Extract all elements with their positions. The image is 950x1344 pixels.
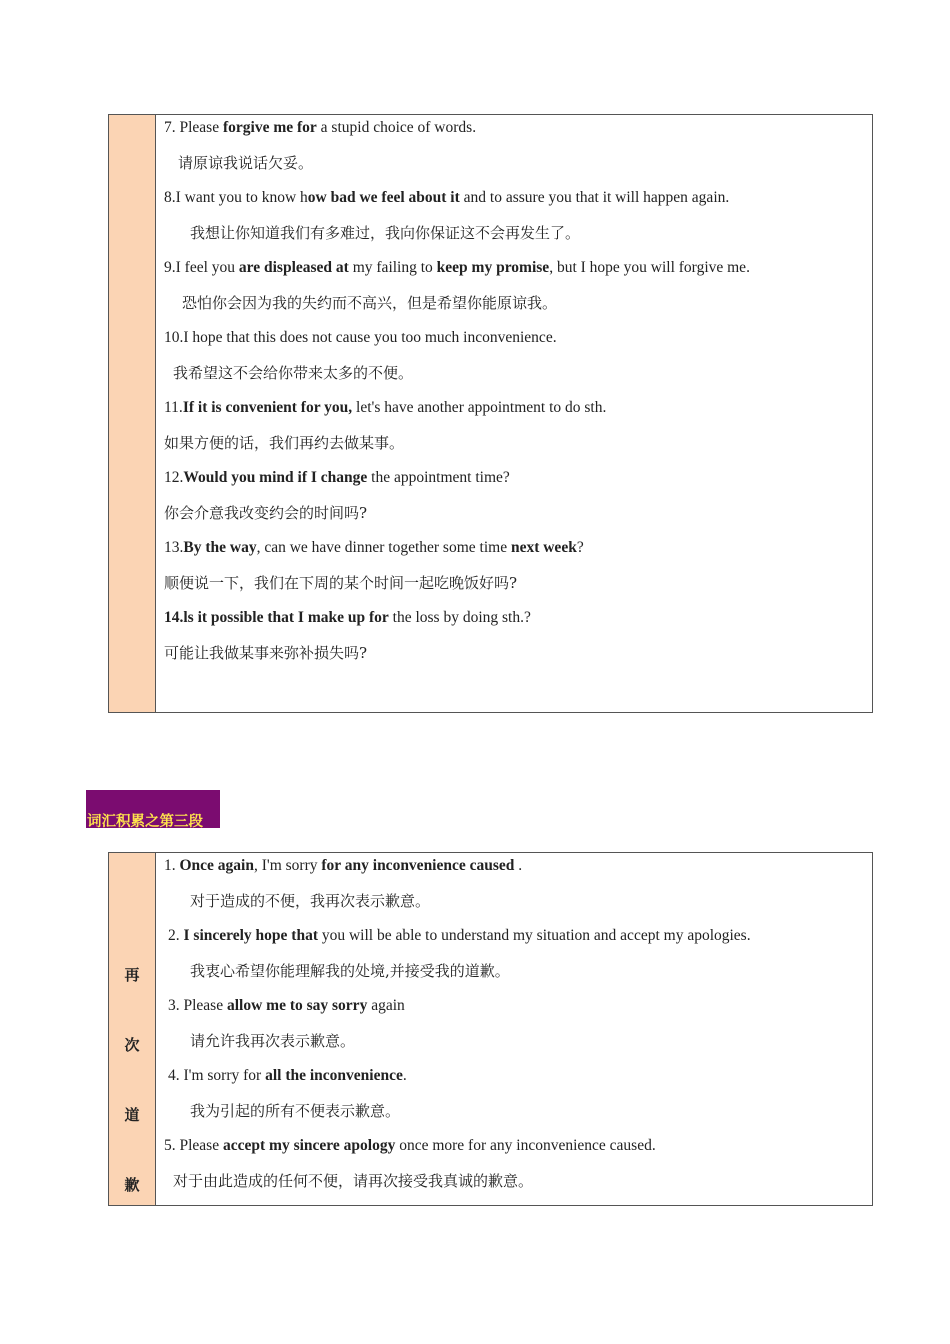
side-label-char: 道 <box>124 1106 140 1124</box>
english-sentence <box>164 539 584 557</box>
english-sentence <box>164 1137 656 1155</box>
side-label-char: 再 <box>124 966 140 984</box>
chinese-translation: 恐怕你会因为我的失约而不高兴，但是希望你能原谅我。 <box>182 294 558 312</box>
english-sentence <box>168 997 405 1015</box>
chinese-translation: 对于造成的不便，我再次表示歉意。 <box>190 892 431 910</box>
key-phrase: If it is convenient for you, <box>182 399 353 416</box>
text-segment: again <box>367 997 405 1014</box>
key-phrase: accept my sincere apology <box>222 1137 396 1154</box>
english-sentence <box>164 609 531 627</box>
table-content-cell <box>156 115 872 712</box>
key-phrase: for any inconvenience caused <box>321 857 515 874</box>
text-segment: 5. Please <box>164 1137 223 1154</box>
chinese-translation: 你会介意我改变约会的时间吗? <box>164 504 368 522</box>
key-phrase: next week <box>510 539 577 556</box>
text-segment: 10.I hope that this does not cause you too much inconvenience. <box>164 329 557 346</box>
table-side-column <box>109 115 156 712</box>
chinese-translation: 顺便说一下，我们在下周的某个时间一起吃晚饭好吗? <box>164 574 518 592</box>
text-segment: 9.I feel you <box>164 259 239 276</box>
english-sentence <box>168 1067 407 1085</box>
text-segment: a stupid choice of words. <box>316 119 477 136</box>
section-title: 词汇积累之第三段 <box>86 790 220 828</box>
chinese-translation: 对于由此造成的任何不便，请再次接受我真诚的歉意。 <box>173 1172 534 1190</box>
text-segment: ? <box>576 539 584 556</box>
text-segment: 11. <box>164 399 183 416</box>
text-segment: 4. I'm sorry for <box>168 1067 266 1084</box>
text-segment: , can we have dinner together some time <box>256 539 511 556</box>
english-sentence <box>164 857 522 875</box>
text-segment: 13. <box>164 539 184 556</box>
text-segment: my failing to <box>348 259 437 276</box>
key-phrase: 14.ls it possible that I make up for <box>164 609 389 626</box>
english-sentence <box>164 399 606 417</box>
table-side-column <box>109 853 156 1205</box>
chinese-translation: 可能让我做某事来弥补损失吗? <box>164 644 368 662</box>
phrase-table-2 <box>108 852 873 1206</box>
key-phrase: keep my promise <box>436 259 550 276</box>
key-phrase: all the inconvenience <box>265 1067 403 1084</box>
english-sentence <box>164 119 476 137</box>
key-phrase: allow me to say sorry <box>226 997 368 1014</box>
text-segment: once more for any inconvenience caused. <box>395 1137 656 1154</box>
chinese-translation: 我希望这不会给你带来太多的不便。 <box>173 364 414 382</box>
text-segment: 7. Please <box>164 119 223 136</box>
chinese-translation: 我为引起的所有不便表示歉意。 <box>190 1102 401 1120</box>
text-segment: 1. <box>164 857 180 874</box>
text-segment: . <box>514 857 523 874</box>
key-phrase: forgive me for <box>222 119 317 136</box>
key-phrase: Once again <box>179 857 254 874</box>
text-segment: you will be able to understand my situation and accept my apologies. <box>317 927 751 944</box>
text-segment: , but I hope you will forgive me. <box>549 259 750 276</box>
english-sentence <box>164 189 729 207</box>
english-sentence <box>168 927 751 945</box>
english-sentence <box>164 469 510 487</box>
text-segment: let's have another appointment to do sth. <box>352 399 607 416</box>
key-phrase: I sincerely hope that <box>183 927 318 944</box>
key-phrase: Would you mind if I change <box>183 469 368 486</box>
text-segment: 8.I want you to know h <box>164 189 308 206</box>
chinese-translation: 我想让你知道我们有多难过，我向你保证这不会再发生了。 <box>190 224 581 242</box>
english-sentence <box>164 259 750 277</box>
phrase-table-1 <box>108 114 873 713</box>
text-segment: the loss by doing sth.? <box>388 609 531 626</box>
side-label-char: 歉 <box>124 1176 140 1194</box>
text-segment: 12. <box>164 469 184 486</box>
key-phrase: ow bad we feel about it <box>307 189 460 206</box>
text-segment: 3. Please <box>168 997 227 1014</box>
text-segment: , I'm sorry <box>254 857 322 874</box>
text-segment: the appointment time? <box>367 469 510 486</box>
key-phrase: are displeased at <box>238 259 349 276</box>
key-phrase: By the way <box>183 539 257 556</box>
chinese-translation: 请原谅我说话欠妥。 <box>178 154 314 172</box>
chinese-translation: 如果方便的话，我们再约去做某事。 <box>164 434 405 452</box>
chinese-translation: 请允许我再次表示歉意。 <box>190 1032 356 1050</box>
text-segment: 2. <box>168 927 184 944</box>
table-content-cell <box>156 853 872 1205</box>
side-label-char: 次 <box>124 1036 140 1054</box>
text-segment: and to assure you that it will happen again. <box>459 189 730 206</box>
english-sentence <box>164 329 557 347</box>
text-segment: . <box>402 1067 407 1084</box>
chinese-translation: 我衷心希望你能理解我的处境,并接受我的道歉。 <box>190 962 510 980</box>
